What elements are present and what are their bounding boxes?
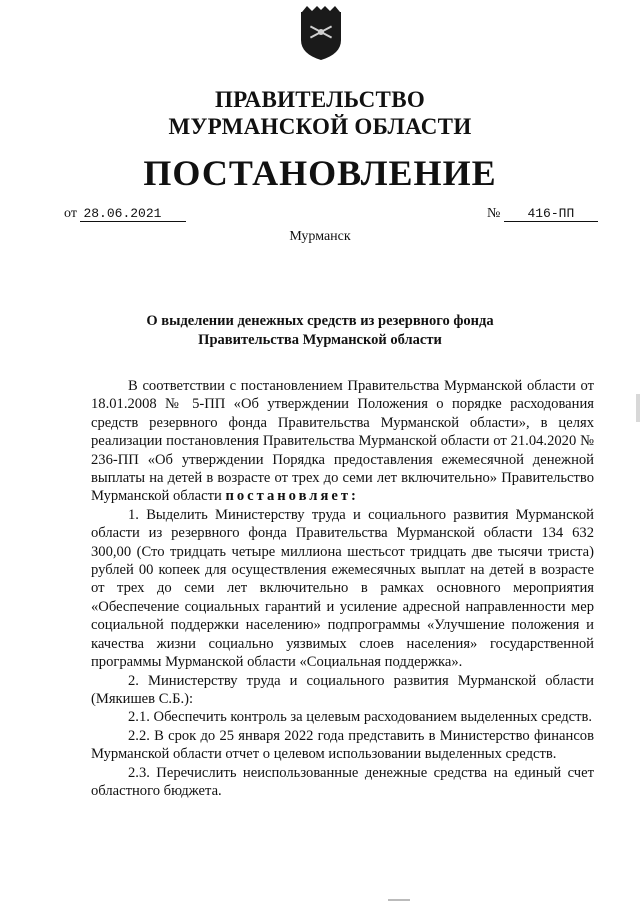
scan-footer-mark (388, 899, 410, 901)
number-prefix: № (487, 206, 501, 221)
paragraph-1: 1. Выделить Министерству труда и социального развития Мурманской области из резервного фонда Правительства Мурманской области 134 632 300,00 (Сто тридцать четыре миллиона шестьсот тридцать две тысячи триста) рублей 00 копеек для осуществления ежемесячных выплат на детей в возрасте от трех до семи лет включительно в рамках основного мероприятия «Обеспечение социальных гарантий и усиление адресной направленности мер социальной поддержки населению» подпрограммы «Улучшение положения и качества жизни социально уязвимых слоев населения» государственной программы Мурманской области «Социальная поддержка». (91, 506, 594, 671)
resolves-word: постановляет (225, 488, 352, 505)
document-subject (0, 312, 640, 350)
document-body (91, 377, 594, 800)
coat-of-arms-icon (298, 6, 344, 62)
government-title-line2: МУРМАНСКОЙ ОБЛАСТИ (168, 114, 472, 139)
paragraph-2-2: 2.2. В срок до 25 января 2022 года представить в Министерство финансов Мурманской области отчет о целевом использовании выделенных средств. (91, 727, 594, 763)
subject-line2: Правительства Мурманской области (198, 332, 442, 348)
scan-edge-mark (636, 394, 640, 422)
document-type: ПОСТАНОВЛЕНИЕ (143, 153, 497, 193)
date-field (64, 206, 186, 222)
paragraph-2-3: 2.3. Перечислить неиспользованные денежные средства на единый счет областного бюджета. (91, 764, 594, 799)
resolves-suffix: : (351, 488, 359, 505)
government-title (0, 86, 640, 140)
paragraph-2-1: 2.1. Обеспечить контроль за целевым расходованием выделенных средств. (128, 709, 593, 726)
date-value: 28.06.2021 (80, 206, 186, 222)
paragraph-2: 2. Министерству труда и социального развития Мурманской области (Мякишев С.Б.): (91, 672, 594, 707)
government-title-line1: ПРАВИТЕЛЬСТВО (214, 87, 426, 112)
city-name: Мурманск (289, 229, 351, 244)
preamble-paragraph (91, 377, 594, 506)
number-field (487, 206, 598, 222)
number-value: 416-ПП (504, 206, 598, 222)
preamble-text: В соответствии с постановлением Правительства Мурманской области от 18.01.2008 № 5-ПП «Об утверждении Положения о порядке расходования средств резервного фонда Правительства Мурманской области», в целях реализации постановления Правительства Мурманской области от 21.04.2020 № 236-ПП «Об утверждении Порядка предоставления ежемесячной денежной выплаты на детей в возрасте от трех до семи лет включительно» Правительство Мурманской области (91, 378, 594, 505)
subject-line1: О выделении денежных средств из резервного фонда (146, 313, 494, 329)
date-prefix: от (64, 206, 77, 221)
